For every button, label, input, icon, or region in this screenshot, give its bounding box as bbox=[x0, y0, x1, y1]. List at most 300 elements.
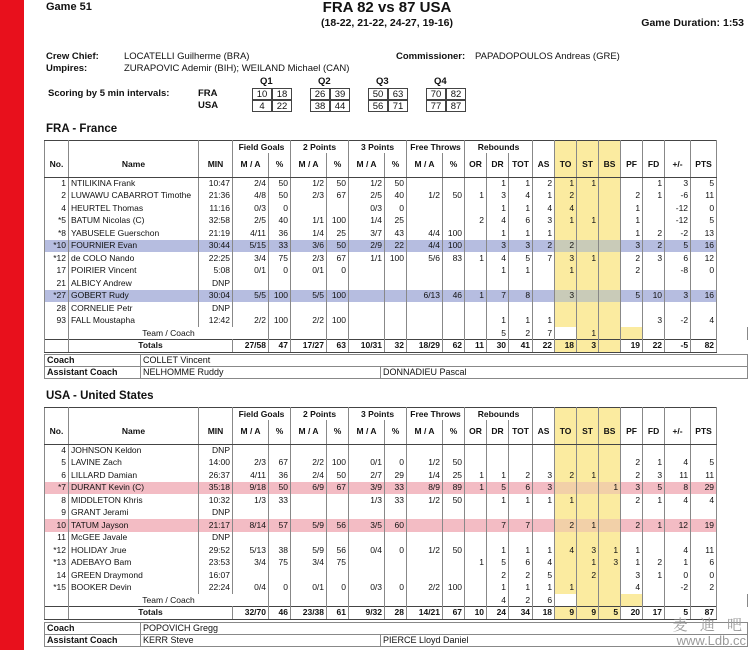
stat-cell: 32 bbox=[385, 340, 407, 353]
stat-cell: 0 bbox=[665, 569, 691, 582]
stat-cell: 2/2 bbox=[233, 315, 269, 328]
header-spacer bbox=[533, 141, 555, 154]
column-header: PF bbox=[621, 420, 643, 444]
player-name: DURANT Kevin (C) bbox=[69, 482, 199, 495]
stat-cell bbox=[269, 277, 291, 290]
stat-cell: 67 bbox=[327, 482, 349, 495]
interval-score-cell: 70 bbox=[426, 88, 446, 100]
stat-cell bbox=[621, 277, 643, 290]
stat-cell: 0/4 bbox=[349, 544, 385, 557]
assistant-coach-label: Assistant Coach bbox=[45, 367, 141, 379]
stat-cell: 3/4 bbox=[233, 252, 269, 265]
umpires-value: ZURAPOVIC Ademir (BIH); WEILAND Michael (CAN) bbox=[124, 63, 350, 74]
box-score-page bbox=[24, 0, 750, 650]
stat-cell: 1 bbox=[487, 202, 509, 215]
stat-cell: 100 bbox=[327, 315, 349, 328]
stat-cell: 2 bbox=[621, 469, 643, 482]
stat-cell bbox=[643, 265, 665, 278]
stat-cell: 2 bbox=[621, 265, 643, 278]
stat-cell bbox=[555, 444, 577, 457]
stat-cell bbox=[665, 444, 691, 457]
stat-cell: 5:08 bbox=[199, 265, 233, 278]
final-score: FRA 82 vs 87 USA bbox=[322, 0, 452, 16]
stat-cell: 35:18 bbox=[199, 482, 233, 495]
stat-cell: 3 bbox=[643, 469, 665, 482]
column-header: No. bbox=[45, 153, 69, 177]
stat-cell bbox=[599, 507, 621, 520]
stat-cell bbox=[443, 277, 465, 290]
stat-cell: 14 bbox=[45, 569, 69, 582]
column-header: FD bbox=[643, 420, 665, 444]
stat-cell bbox=[407, 302, 443, 315]
stat-cell: 1 bbox=[621, 557, 643, 570]
stat-cell: 2 bbox=[621, 252, 643, 265]
stat-cell bbox=[555, 532, 577, 545]
stat-cell bbox=[465, 315, 487, 328]
stat-cell: 8 bbox=[509, 290, 533, 303]
stat-cell: 100 bbox=[443, 227, 465, 240]
stat-cell: 56 bbox=[327, 519, 349, 532]
stat-cell: 3 bbox=[509, 240, 533, 253]
header-spacer bbox=[621, 408, 643, 421]
player-name: LAVINE Zach bbox=[69, 457, 199, 470]
stat-cell: 4/11 bbox=[233, 227, 269, 240]
stat-cell: 1/1 bbox=[349, 252, 385, 265]
stat-cell bbox=[577, 290, 599, 303]
stat-cell bbox=[443, 202, 465, 215]
stat-cell: 11 bbox=[665, 469, 691, 482]
stat-cell bbox=[465, 569, 487, 582]
stat-cell: 3 bbox=[487, 190, 509, 203]
stat-cell: DNP bbox=[199, 277, 233, 290]
interval-score-cell: 39 bbox=[330, 88, 350, 100]
stat-cell bbox=[577, 265, 599, 278]
stat-cell bbox=[327, 202, 349, 215]
stat-cell bbox=[691, 444, 717, 457]
stat-cell: 29 bbox=[691, 482, 717, 495]
crew-chief-label: Crew Chief: bbox=[46, 51, 99, 62]
stat-cell bbox=[599, 594, 621, 607]
usa-coaches bbox=[44, 622, 748, 647]
stat-cell bbox=[233, 532, 269, 545]
stat-cell: 50 bbox=[269, 177, 291, 190]
stat-cell bbox=[665, 277, 691, 290]
column-header: PTS bbox=[691, 420, 717, 444]
stat-cell bbox=[291, 202, 327, 215]
stat-cell bbox=[465, 277, 487, 290]
stat-cell: 67 bbox=[327, 252, 349, 265]
stat-cell bbox=[465, 240, 487, 253]
stat-cell: 56 bbox=[327, 544, 349, 557]
stat-cell bbox=[621, 594, 643, 607]
stat-cell: 3 bbox=[577, 340, 599, 353]
stat-cell: 2/9 bbox=[349, 240, 385, 253]
stat-cell bbox=[665, 594, 691, 607]
stat-cell: 8/9 bbox=[407, 482, 443, 495]
stat-cell: 6 bbox=[45, 469, 69, 482]
stat-cell: 32:58 bbox=[199, 215, 233, 228]
stat-cell bbox=[385, 532, 407, 545]
stat-cell: 5 bbox=[665, 607, 691, 620]
game-number: Game 51 bbox=[46, 1, 92, 13]
stat-cell: 1 bbox=[533, 227, 555, 240]
watermark-url: www.Ldb.cc bbox=[676, 633, 746, 648]
stat-cell: 0 bbox=[691, 569, 717, 582]
stat-cell: 1 bbox=[577, 327, 599, 340]
interval-score-cell: 44 bbox=[330, 100, 350, 112]
stat-cell: 1/2 bbox=[349, 177, 385, 190]
player-name: Team / Coach bbox=[69, 594, 269, 607]
column-header: M / A bbox=[233, 153, 269, 177]
stat-cell bbox=[407, 277, 443, 290]
stat-cell bbox=[509, 507, 533, 520]
player-name: NTILIKINA Frank bbox=[69, 177, 199, 190]
column-header: MIN bbox=[199, 153, 233, 177]
stat-cell: 46 bbox=[269, 607, 291, 620]
stat-cell: 9 bbox=[577, 607, 599, 620]
stat-cell bbox=[327, 494, 349, 507]
stat-cell bbox=[291, 494, 327, 507]
stat-cell bbox=[599, 457, 621, 470]
column-header: BS bbox=[599, 153, 621, 177]
stat-cell: 1 bbox=[599, 482, 621, 495]
stat-cell: 2/7 bbox=[349, 469, 385, 482]
stat-cell bbox=[291, 277, 327, 290]
stat-cell: 5 bbox=[509, 252, 533, 265]
column-header: % bbox=[443, 420, 465, 444]
column-header: Name bbox=[69, 420, 199, 444]
stat-cell: -2 bbox=[665, 315, 691, 328]
stat-cell: 16 bbox=[691, 290, 717, 303]
stat-cell: 5 bbox=[691, 215, 717, 228]
stat-cell bbox=[599, 444, 621, 457]
stat-cell: 38 bbox=[269, 544, 291, 557]
player-row bbox=[45, 569, 748, 582]
player-row bbox=[45, 457, 748, 470]
stat-cell bbox=[443, 444, 465, 457]
column-header: TO bbox=[555, 420, 577, 444]
stat-cell: 1 bbox=[465, 469, 487, 482]
stat-cell bbox=[385, 569, 407, 582]
stat-cell bbox=[599, 582, 621, 595]
stat-cell: 12:42 bbox=[199, 315, 233, 328]
stat-cell: 3 bbox=[621, 569, 643, 582]
stat-cell: 0/1 bbox=[233, 265, 269, 278]
column-header: +/- bbox=[665, 420, 691, 444]
column-header: % bbox=[327, 153, 349, 177]
stat-cell bbox=[599, 215, 621, 228]
stat-cell: 46 bbox=[443, 290, 465, 303]
stat-cell: 21:19 bbox=[199, 227, 233, 240]
stat-cell bbox=[443, 594, 465, 607]
stat-cell: 22 bbox=[533, 340, 555, 353]
stat-cell bbox=[407, 594, 443, 607]
group-header: Rebounds bbox=[465, 408, 533, 421]
stat-cell: 6 bbox=[509, 215, 533, 228]
stat-cell bbox=[599, 290, 621, 303]
stat-cell bbox=[327, 594, 349, 607]
stat-cell bbox=[599, 190, 621, 203]
stat-cell: 12 bbox=[691, 252, 717, 265]
stat-cell: 2 bbox=[555, 190, 577, 203]
stat-cell: 5 bbox=[533, 569, 555, 582]
stat-cell bbox=[643, 532, 665, 545]
stat-cell: 2/5 bbox=[233, 215, 269, 228]
header-spacer bbox=[599, 141, 621, 154]
stat-cell bbox=[643, 444, 665, 457]
stat-cell bbox=[621, 327, 643, 340]
stat-cell: 50 bbox=[443, 190, 465, 203]
player-row bbox=[45, 252, 748, 265]
stat-cell: 50 bbox=[385, 177, 407, 190]
stat-cell: 4 bbox=[555, 202, 577, 215]
stat-cell: *15 bbox=[45, 582, 69, 595]
stat-cell: 13 bbox=[691, 227, 717, 240]
column-header: TO bbox=[555, 153, 577, 177]
stat-cell bbox=[233, 569, 269, 582]
stat-cell bbox=[385, 290, 407, 303]
header-spacer bbox=[577, 141, 599, 154]
stat-cell: 67 bbox=[269, 457, 291, 470]
column-header: M / A bbox=[407, 420, 443, 444]
stat-cell: 1 bbox=[599, 544, 621, 557]
stat-cell: 2 bbox=[621, 494, 643, 507]
stat-cell bbox=[555, 277, 577, 290]
stat-cell bbox=[577, 315, 599, 328]
stat-cell: 4 bbox=[533, 202, 555, 215]
stat-cell: 5 bbox=[665, 240, 691, 253]
stat-cell: 26:37 bbox=[199, 469, 233, 482]
stat-cell bbox=[465, 457, 487, 470]
stat-cell: 1 bbox=[465, 482, 487, 495]
stat-cell bbox=[717, 594, 748, 607]
player-name: Totals bbox=[69, 607, 233, 620]
column-header: OR bbox=[465, 153, 487, 177]
stat-cell: 21:36 bbox=[199, 190, 233, 203]
stat-cell: 2 bbox=[643, 227, 665, 240]
team-coach-row bbox=[45, 327, 748, 340]
stat-cell: 1/2 bbox=[407, 457, 443, 470]
stat-cell: 1 bbox=[487, 315, 509, 328]
stat-cell bbox=[233, 302, 269, 315]
stat-cell: 1 bbox=[509, 494, 533, 507]
player-row bbox=[45, 265, 748, 278]
stat-cell: 5 bbox=[599, 607, 621, 620]
column-header: OR bbox=[465, 420, 487, 444]
stat-cell: 1 bbox=[465, 290, 487, 303]
stat-cell: 6 bbox=[691, 557, 717, 570]
stat-cell: 25 bbox=[327, 227, 349, 240]
crew-chief-value: LOCATELLI Guilherme (BRA) bbox=[124, 51, 250, 62]
stat-cell bbox=[443, 507, 465, 520]
quarter-label: Q2 bbox=[318, 76, 331, 87]
stat-cell bbox=[643, 582, 665, 595]
stat-cell: -12 bbox=[665, 202, 691, 215]
stat-cell: 50 bbox=[327, 469, 349, 482]
column-header: M / A bbox=[349, 153, 385, 177]
stat-cell: 1 bbox=[643, 457, 665, 470]
stat-cell bbox=[509, 532, 533, 545]
stat-cell: 3 bbox=[487, 240, 509, 253]
stat-cell: 100 bbox=[327, 290, 349, 303]
group-header: Free Throws bbox=[407, 408, 465, 421]
stat-cell bbox=[327, 507, 349, 520]
stat-cell bbox=[291, 327, 327, 340]
header-spacer bbox=[45, 408, 69, 421]
stat-cell bbox=[599, 519, 621, 532]
stat-cell bbox=[691, 594, 717, 607]
stat-cell: 4 bbox=[665, 457, 691, 470]
stat-cell bbox=[233, 507, 269, 520]
stat-cell: 20 bbox=[621, 607, 643, 620]
stat-cell: 1 bbox=[643, 177, 665, 190]
header-spacer bbox=[577, 408, 599, 421]
stat-cell bbox=[407, 507, 443, 520]
stat-cell: 21 bbox=[45, 277, 69, 290]
stat-cell: 19 bbox=[621, 340, 643, 353]
stat-cell bbox=[577, 494, 599, 507]
header-spacer bbox=[69, 408, 199, 421]
stat-cell: 100 bbox=[327, 215, 349, 228]
stat-cell: 23:53 bbox=[199, 557, 233, 570]
player-row bbox=[45, 240, 748, 253]
interval-score-cell: 77 bbox=[426, 100, 446, 112]
column-header: M / A bbox=[291, 153, 327, 177]
stat-cell: 1 bbox=[577, 252, 599, 265]
stat-cell bbox=[599, 532, 621, 545]
stat-cell: 18 bbox=[533, 607, 555, 620]
stat-cell bbox=[45, 327, 69, 340]
column-header: % bbox=[443, 153, 465, 177]
stat-cell bbox=[599, 494, 621, 507]
stat-cell bbox=[487, 507, 509, 520]
player-name: BOOKER Devin bbox=[69, 582, 199, 595]
stat-cell bbox=[621, 507, 643, 520]
stat-cell: 3 bbox=[665, 177, 691, 190]
stat-cell: 1 bbox=[509, 315, 533, 328]
stat-cell: 10/31 bbox=[349, 340, 385, 353]
player-name: de COLO Nando bbox=[69, 252, 199, 265]
stat-cell: 1 bbox=[509, 544, 533, 557]
stat-cell bbox=[349, 265, 385, 278]
stat-cell: 0 bbox=[327, 582, 349, 595]
stat-cell bbox=[555, 327, 577, 340]
stat-cell: 25 bbox=[385, 215, 407, 228]
stat-cell: 14/21 bbox=[407, 607, 443, 620]
column-header: MIN bbox=[199, 420, 233, 444]
assistant-coach-1: NELHOMME Ruddy bbox=[141, 367, 381, 379]
stat-cell: 23/38 bbox=[291, 607, 327, 620]
stat-cell bbox=[643, 277, 665, 290]
stat-cell bbox=[577, 482, 599, 495]
stat-cell bbox=[599, 252, 621, 265]
stat-cell: 36 bbox=[269, 469, 291, 482]
stat-cell: 3 bbox=[665, 290, 691, 303]
stat-cell: 22 bbox=[643, 340, 665, 353]
watermark bbox=[673, 618, 746, 648]
stat-cell: 5 bbox=[621, 290, 643, 303]
stat-cell bbox=[233, 444, 269, 457]
stat-cell bbox=[443, 557, 465, 570]
stat-cell bbox=[269, 327, 291, 340]
stat-cell: 2/2 bbox=[291, 315, 327, 328]
stat-cell: 22:25 bbox=[199, 252, 233, 265]
stat-cell: 100 bbox=[385, 252, 407, 265]
stat-cell: 3/4 bbox=[233, 557, 269, 570]
stat-cell: 30:04 bbox=[199, 290, 233, 303]
stat-cell: 1 bbox=[45, 177, 69, 190]
player-row bbox=[45, 177, 748, 190]
stat-cell bbox=[643, 544, 665, 557]
stat-cell bbox=[533, 290, 555, 303]
stat-cell: 2 bbox=[487, 569, 509, 582]
fra-stats-table bbox=[44, 140, 748, 353]
fra-coaches bbox=[44, 354, 748, 379]
stat-cell: *7 bbox=[45, 482, 69, 495]
stat-cell bbox=[691, 277, 717, 290]
interval-score-cell: 18 bbox=[272, 88, 292, 100]
stat-cell bbox=[577, 227, 599, 240]
stat-cell bbox=[599, 277, 621, 290]
stat-cell bbox=[443, 302, 465, 315]
stat-cell bbox=[349, 557, 385, 570]
stat-cell: 4 bbox=[691, 315, 717, 328]
stat-cell bbox=[291, 507, 327, 520]
stat-cell: 100 bbox=[443, 582, 465, 595]
stat-cell: 1 bbox=[643, 519, 665, 532]
red-side-bar bbox=[0, 0, 24, 650]
stat-cell bbox=[577, 582, 599, 595]
stat-cell: 9 bbox=[45, 507, 69, 520]
coach-name: COLLET Vincent bbox=[141, 355, 748, 367]
column-header: DR bbox=[487, 420, 509, 444]
stat-cell: 5 bbox=[643, 482, 665, 495]
stat-cell: 5 bbox=[691, 457, 717, 470]
stat-cell bbox=[555, 507, 577, 520]
stat-cell: 1 bbox=[533, 315, 555, 328]
group-header: 3 Points bbox=[349, 408, 407, 421]
header-spacer bbox=[199, 141, 233, 154]
stat-cell bbox=[643, 594, 665, 607]
column-header: ST bbox=[577, 420, 599, 444]
stat-cell bbox=[577, 507, 599, 520]
player-name: GRANT Jerami bbox=[69, 507, 199, 520]
stat-cell: 1 bbox=[643, 190, 665, 203]
interval-score-cell: 56 bbox=[368, 100, 388, 112]
stat-cell bbox=[599, 469, 621, 482]
stat-cell: 4/8 bbox=[233, 190, 269, 203]
stat-cell: 2 bbox=[509, 469, 533, 482]
report-header bbox=[24, 0, 750, 120]
stat-cell bbox=[327, 569, 349, 582]
stat-cell: 47 bbox=[269, 340, 291, 353]
stat-cell bbox=[385, 327, 407, 340]
usa-stats-table bbox=[44, 407, 748, 620]
stat-cell: 3 bbox=[643, 315, 665, 328]
stat-cell bbox=[291, 532, 327, 545]
player-row bbox=[45, 582, 748, 595]
stat-cell: 3/7 bbox=[349, 227, 385, 240]
stat-cell: 0 bbox=[269, 582, 291, 595]
stat-cell bbox=[45, 607, 69, 620]
stat-cell: 1 bbox=[465, 557, 487, 570]
player-row bbox=[45, 469, 748, 482]
stat-cell: 50 bbox=[327, 240, 349, 253]
stat-cell bbox=[533, 302, 555, 315]
stat-cell: 0 bbox=[269, 202, 291, 215]
header-spacer bbox=[199, 408, 233, 421]
totals-row bbox=[45, 340, 748, 353]
